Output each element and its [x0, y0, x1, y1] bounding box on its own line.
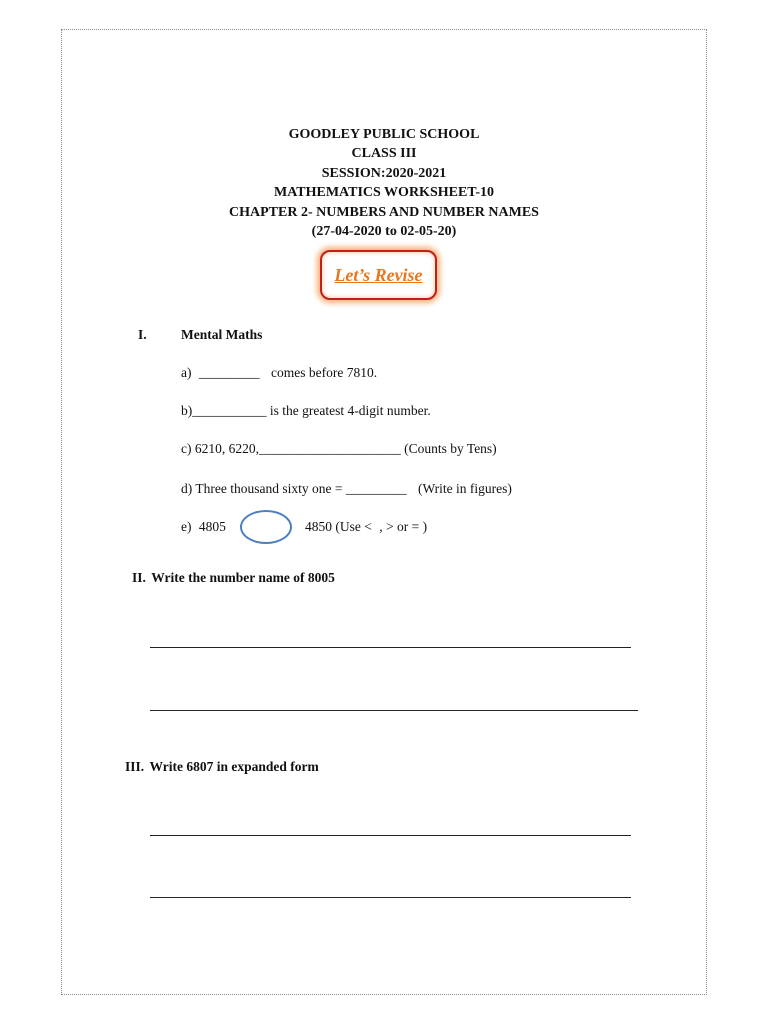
question-d-hint: (Write in figures) [417, 481, 512, 496]
answer-line-4[interactable] [150, 897, 631, 898]
question-c-hint: (Counts by Tens) [404, 441, 497, 456]
question-d-label: d) [181, 481, 193, 496]
question-c-label: c) [181, 441, 192, 456]
question-c-blank: _____________________ [259, 441, 401, 456]
worksheet-header [0, 125, 768, 241]
worksheet-title: MATHEMATICS WORKSHEET-10 [273, 185, 495, 201]
section1-numeral: I. [138, 327, 147, 342]
question-e-label: e) [181, 519, 192, 534]
question-d-blank: _________ [345, 481, 407, 496]
section3-numeral: III. [125, 759, 145, 774]
date-range: (27-04-2020 to 02-05-20) [311, 224, 457, 240]
question-b-label: b) [181, 403, 193, 418]
question-d [181, 481, 512, 497]
question-d-text: Three thousand sixty one = [195, 481, 343, 496]
question-c-text: 6210, 6220, [194, 441, 259, 456]
badge-text: Let’s Revise [334, 264, 423, 285]
answer-line-1[interactable] [150, 647, 631, 648]
question-e-right [305, 519, 427, 535]
question-a [181, 365, 377, 381]
question-a-label: a) [181, 365, 192, 380]
question-e-right-text: 4850 (Use < [305, 519, 372, 534]
session: SESSION:2020-2021 [321, 165, 447, 181]
section1-title: Mental Maths [181, 327, 263, 342]
question-e-left-number: 4805 [198, 519, 226, 534]
answer-line-2[interactable] [150, 710, 638, 711]
chapter-title: CHAPTER 2- NUMBERS AND NUMBER NAMES [229, 204, 539, 220]
section3-title: Write 6807 in expanded form [149, 759, 319, 774]
lets-revise-badge [320, 250, 437, 300]
question-a-blank: _________ [198, 365, 260, 380]
school-name: GOODLEY PUBLIC SCHOOL [288, 127, 480, 142]
class-name: CLASS III [351, 146, 417, 162]
question-e-left [181, 519, 226, 535]
section3-heading [125, 759, 319, 775]
question-b-text: is the greatest 4-digit number. [269, 403, 431, 418]
section2-title: Write the number name of 8005 [151, 570, 335, 585]
answer-line-3[interactable] [150, 835, 631, 836]
question-c [181, 441, 497, 457]
question-a-text: comes before 7810. [271, 365, 378, 380]
question-b [181, 403, 431, 419]
section2-heading [132, 570, 335, 586]
question-e-rest: , > or = ) [379, 519, 428, 534]
section2-numeral: II. [132, 570, 146, 585]
comparison-answer-oval[interactable] [240, 510, 292, 544]
question-b-blank: ___________ [192, 403, 267, 418]
